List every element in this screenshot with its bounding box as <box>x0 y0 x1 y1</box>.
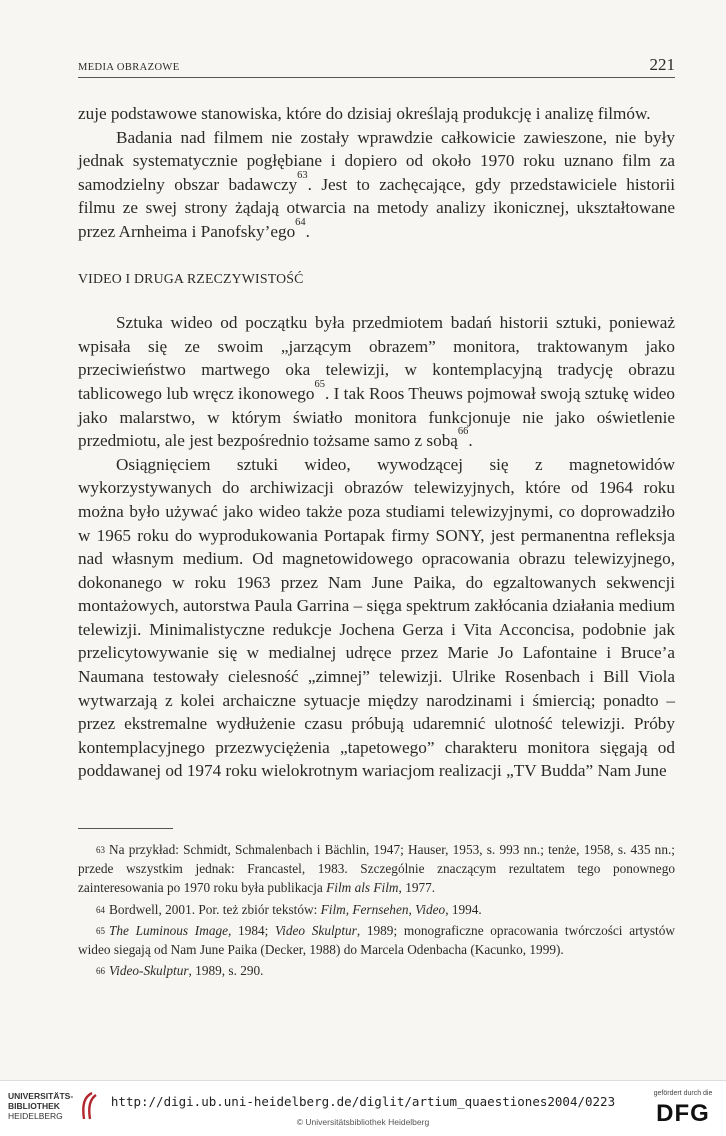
section-heading: VIDEO I DRUGA RZECZYWISTOŚĆ <box>78 270 304 286</box>
footnote-text: Na przykład: Schmidt, Schmalenbach i Bächlin, 1947; Hauser, 1953, s. 993 nn.; tenże, 1958, s. 435 nn.; przede wszystkim jednak: Francastel, 1983. Szczególnie znaczącym rezultatem tego ponownego zainteresowania po 1970 roku była publikacja <box>78 842 675 896</box>
paragraph-text: Badania nad filmem nie zostały wprawdzie całkowicie zawieszone, nie były jednak systematycznie pogłębiane i dopiero od około 1970 roku uznano film za samodzielny obszar badawczy <box>78 127 675 194</box>
page-number: 221 <box>649 55 675 74</box>
paragraph-text: . I tak Roos Theuws pojmował swoją sztukę wideo jako malarstwo, w którym światło monitora funkcjonuje nie jako oświetlenie przedmiotu, ale jest bezpośrednio tożsame samo z sobą <box>78 383 675 451</box>
running-head: MEDIA OBRAZOWE <box>78 62 180 73</box>
footnote-ref-63: 63 <box>297 169 308 181</box>
footnote-text: , 1994. <box>445 901 482 917</box>
paragraph-continued: zuje podstawowe stanowiska, które do dzisiaj określają produkcję i analizę filmów. <box>78 104 651 123</box>
footnote-66 <box>78 961 675 980</box>
footnote-title: The Luminous Image <box>109 922 229 938</box>
paragraph-text: . <box>305 221 310 241</box>
footnote-ref-66: 66 <box>457 426 469 438</box>
footnote-title: Video-Skulptur <box>109 963 189 979</box>
footnote-ref-65: 65 <box>314 378 325 390</box>
footnote-text: , 1984; <box>228 922 276 938</box>
footnote-text: , 1989, s. 290. <box>188 963 264 979</box>
paragraph-film-research <box>78 126 675 244</box>
footnote-separator <box>78 828 173 829</box>
footnote-65 <box>78 921 675 959</box>
paragraph-video-art <box>78 311 675 453</box>
copyright-notice: © Universitätsbibliothek Heidelberg <box>296 1117 430 1127</box>
dfg-logo[interactable]: DFG <box>656 1100 710 1127</box>
paragraph-video-achievement: Osiągnięciem sztuki wideo, wywodzącej się z magnetowidów wykorzystywanych do archiwizacji obrazów telewizyjnych, które od 1964 roku można było używać jako wideo także poza studiami telewizyjnymi, co doprowadziło w 1965 roku do wyprodukowania Portapak firmy SONY, jest permanentna refleksja nad własnym medium. Od magnetowidowego opracowania obrazu telewizyjnego, dokonanego w roku 1963 przez Nam June Paika, do egzaltowanych sekwencji montażowych, autorstwa Paula Garrina – sięga spektrum zakłócania działania medium telewizji. Minimalistyczne redukcje Jochena Gerza i Vita Acconcisa, podobnie jak przelicytowywanie się w medialnej udręce przez Marie Jo Lafontaine i Bruce’a Naumana testowały cielesność „zimnej” telewizji. Ulrike Rosenbach i Bill Viola wytwarzają z kolei archaiczne sytuacje między narodzinami i śmiercią; ponadto – przez ekstremalne wydłużenie czasu próbują udaremnić ulotność telewizji. Próby kontemplacyjnego przezwyciężenia „tapetowego” charakteru monitora sięgają od poddawanej od 1974 roku wielokrotnym wariacjom realizacji „TV Budda” Nam June <box>78 454 675 781</box>
footnote-text: , 1989; monograficzne opracowania twórczości artystów wideo siegają od Nam June Paika (Decker, 1988) do Marcela Odenbacha (Kacunko, 1999). <box>78 922 675 958</box>
paragraph-text: . <box>468 431 473 451</box>
permalink-url[interactable]: http://digi.ub.uni-heidelberg.de/diglit/artium_quaestiones2004/0223 <box>110 1094 616 1109</box>
library-name-line: UNIVERSITÄTS- <box>8 1091 74 1101</box>
footnote-number: 65 <box>96 925 105 936</box>
footnote-number: 64 <box>96 904 105 915</box>
footnote-63 <box>78 840 675 898</box>
footnote-title: Film als Film <box>326 880 399 896</box>
library-name-line: HEIDELBERG <box>8 1111 63 1121</box>
footnote-number: 66 <box>96 966 105 977</box>
dfg-caption: gefördert durch die <box>653 1090 713 1097</box>
page-header <box>78 55 675 78</box>
footnote-title: Video Skulptur <box>275 922 357 938</box>
footnote-ref-64: 64 <box>295 216 306 228</box>
footnote-text: , 1977. <box>398 880 436 896</box>
paragraph-text: Sztuka wideo od początku była przedmiotem badań historii sztuki, ponieważ wpisała się ze swoim „jarzącym obrazem” monitora, traktowanym jako przeciwieństwo martwego oka telewizji, w kontemplacyjną tradycję obrazu tablicowego lub wręcz ikonowego <box>78 313 675 403</box>
footnote-number: 63 <box>96 845 105 855</box>
body-text <box>78 102 675 783</box>
paragraph-text: . Jest to zachęcające, gdy przedstawiciele historii filmu ze swej strony żądają otwarcia na metody analizy ikonicznej, ukształtowane przez Arnheima i Panofsky’ego <box>78 174 676 241</box>
footnote-text: Bordwell, 2001. Por. też zbiór tekstów: <box>109 901 321 917</box>
digitization-footer <box>0 1080 726 1136</box>
library-name-line: BIBLIOTHEK <box>8 1101 60 1111</box>
footnotes <box>78 840 675 982</box>
footnote-64 <box>78 900 675 919</box>
footnote-title: Film, Fernsehen, Video <box>320 901 446 917</box>
